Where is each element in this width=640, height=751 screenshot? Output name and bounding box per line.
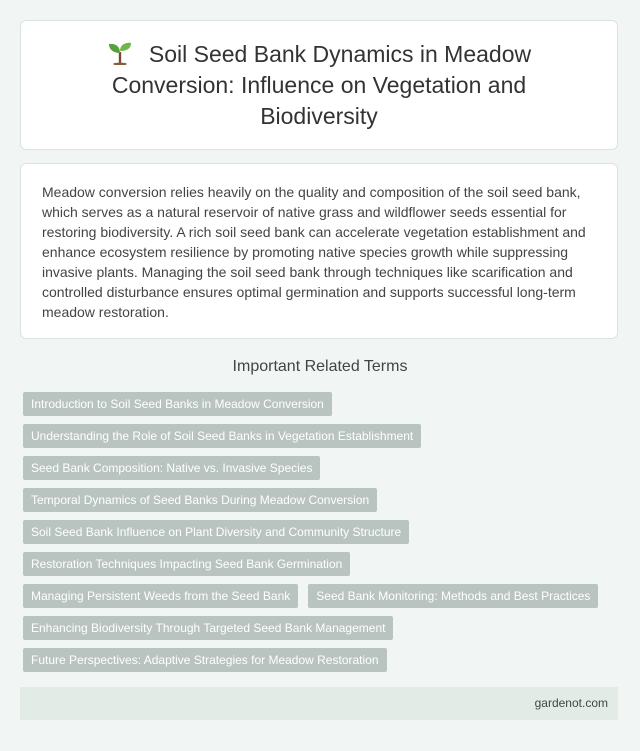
related-term-tag[interactable]: Restoration Techniques Impacting Seed Bank Germination <box>23 552 350 576</box>
footer-site-link[interactable]: gardenot.com <box>534 696 608 710</box>
tag-row <box>23 520 623 552</box>
footer <box>20 687 618 720</box>
related-term-tag[interactable]: Enhancing Biodiversity Through Targeted Seed Bank Management <box>23 616 393 640</box>
title-card <box>20 20 618 150</box>
related-term-tag[interactable]: Understanding the Role of Soil Seed Banks in Vegetation Establishment <box>23 424 421 448</box>
related-term-tag[interactable]: Seed Bank Monitoring: Methods and Best Practices <box>308 584 598 608</box>
page-title <box>21 39 617 132</box>
sprout-icon <box>107 41 133 65</box>
tag-row <box>23 456 623 488</box>
related-term-tag[interactable]: Temporal Dynamics of Seed Banks During Meadow Conversion <box>23 488 377 512</box>
tag-row <box>23 392 623 424</box>
tag-row <box>23 616 623 648</box>
related-term-tag[interactable]: Soil Seed Bank Influence on Plant Diversity and Community Structure <box>23 520 409 544</box>
intro-paragraph: Meadow conversion relies heavily on the quality and composition of the soil seed bank, which serves as a natural reservoir of native grass and wildflower seeds essential for restoring biodiversity. A rich soil seed bank can accelerate vegetation establishment and enhance ecosystem resilience by promoting native species growth while suppressing invasive plants. Managing the soil seed bank through techniques like scarification and controlled disturbance ensures optimal germination and supports successful long-term meadow restoration. <box>42 184 586 320</box>
related-term-tag[interactable]: Managing Persistent Weeds from the Seed Bank <box>23 584 298 608</box>
related-term-tag[interactable]: Introduction to Soil Seed Banks in Meadow Conversion <box>23 392 332 416</box>
tag-row <box>23 648 623 680</box>
related-terms-heading: Important Related Terms <box>232 358 408 375</box>
tag-row <box>23 584 623 616</box>
tag-row <box>23 552 623 584</box>
tag-row <box>23 488 623 520</box>
page-title-text: Soil Seed Bank Dynamics in Meadow Conversion: Influence on Vegetation and Biodiversity <box>111 40 532 129</box>
related-term-tag[interactable]: Future Perspectives: Adaptive Strategies for Meadow Restoration <box>23 648 387 672</box>
related-terms-list <box>23 392 623 680</box>
related-term-tag[interactable]: Seed Bank Composition: Native vs. Invasive Species <box>23 456 320 480</box>
intro-card <box>20 163 618 339</box>
tag-row <box>23 424 623 456</box>
